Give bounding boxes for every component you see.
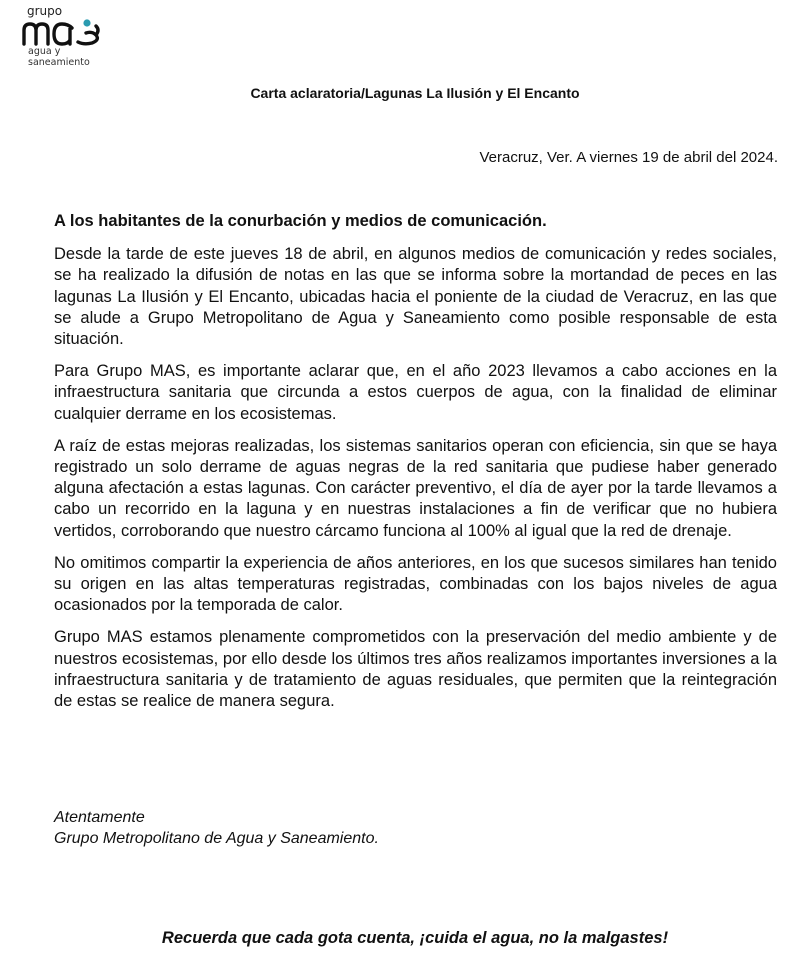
footer-slogan: Recuerda que cada gota cuenta, ¡cuida el agua, no la malgastes! (161, 929, 669, 947)
logo-mas-wordmark (22, 18, 114, 48)
paragraph-4: No omitimos compartir la experiencia de años anteriores, en los que sucesos similares han tenido su origen en las altas temperaturas registradas, combinadas con los bajos niveles de agua ocasionados por la temporada de calor. (54, 553, 777, 615)
letter-body (54, 211, 777, 723)
paragraph-5: Grupo MAS estamos plenamente comprometidos con la preservación del medio ambiente y de nuestros ecosistemas, por ello desde los últimos tres años realizamos importantes inversiones a la infraestructura sanitaria y de tratamiento de aguas residuales, que permiten que la reintegración de estas se realice de manera segura. (54, 628, 777, 711)
signature: Grupo Metropolitano de Agua y Saneamiento. (54, 830, 379, 847)
letter-date: Veracruz, Ver. A viernes 19 de abril del 2024. (479, 149, 778, 166)
letter-title: Carta aclaratoria/Lagunas La Ilusión y El Encanto (250, 85, 580, 101)
grupo-mas-logo (22, 4, 122, 70)
logo-line2: saneamiento (28, 57, 90, 68)
paragraph-2: Para Grupo MAS, es importante aclarar que, en el año 2023 llevamos a cabo acciones en la infraestructura sanitaria que circunda a estos cuerpos de agua, con la finalidad de eliminar cualquier derrame en los ecosistemas. (54, 362, 777, 423)
paragraph-1: Desde la tarde de este jueves 18 de abril, en algunos medios de comunicación y redes sociales, se ha realizado la difusión de notas en las que se informa sobre la mortandad de peces en las lagunas La Ilusión y El Encanto, ubicadas hacia el poniente de la ciudad de Veracruz, en las que se alude a Grupo Metropolitano de Agua y Saneamiento como posible responsable de esta situación. (54, 245, 777, 349)
paragraph-3: A raíz de estas mejoras realizadas, los sistemas sanitarios operan con eficiencia, sin que se haya registrado un solo derrame de aguas negras de la red sanitaria que pudiese haber generado alguna afectación a estas lagunas. Con carácter preventivo, el día de ayer por la tarde llevamos a cabo un recorrido en la laguna y en nuestras instalaciones a fin de verificar que no hubiera vertidos, corroborando que nuestro cárcamo funciona al 100% al igual que la red de drenaje. (54, 436, 777, 540)
salutation: A los habitantes de la conurbación y medios de comunicación. (54, 212, 547, 230)
logo-water-drop-icon (83, 19, 90, 26)
closing: Atentamente (54, 809, 145, 826)
logo-grupo-text: grupo (27, 4, 63, 18)
logo-line1: agua y (28, 46, 61, 57)
signoff-block (54, 807, 379, 849)
